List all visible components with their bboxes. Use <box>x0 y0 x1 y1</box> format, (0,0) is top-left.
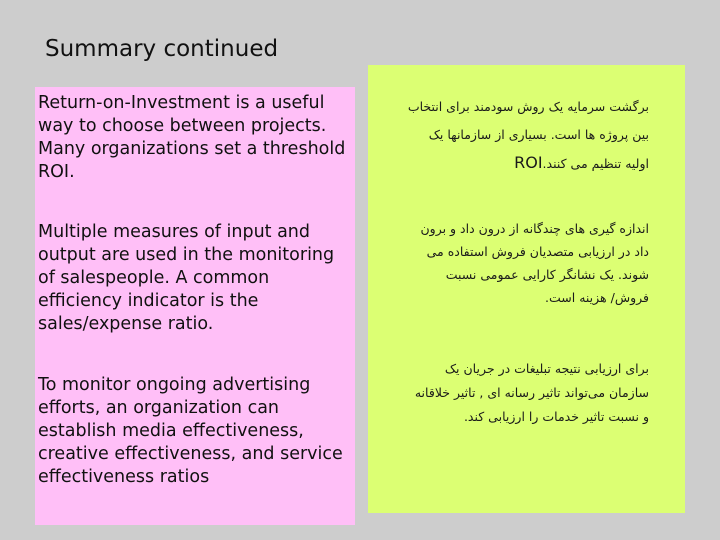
persian-line: شوند. یک نشانگر کارایی عمومی نسبت <box>445 267 649 282</box>
slide-title: Summary continued <box>45 36 279 62</box>
persian-line: و نسبت تاثیر خدمات را ارزیابی کند. <box>463 409 649 424</box>
english-paragraph-roi: Return-on-Investment is a useful way to choose between projects. Many organizations set a threshold ROI. <box>38 93 346 182</box>
persian-line: فروش/ هزینه است. <box>545 290 649 305</box>
persian-line: اندازه گیری های چندگانه از درون داد و برون <box>420 221 649 236</box>
english-paragraph-advertising: To monitor ongoing advertising efforts, an organization can establish media effectiveness, creative effectiveness, and service effectiveness ratios <box>38 375 343 487</box>
english-text-panel <box>35 87 355 525</box>
persian-line: داد در ارزیابی متصدیان فروش استفاده می <box>426 244 649 259</box>
roi-label: ROI <box>514 153 543 172</box>
persian-text-panel <box>368 65 685 513</box>
persian-paragraph-advertising <box>359 357 649 429</box>
persian-line: برگشت سرمایه یک روش سودمند برای انتخاب <box>407 99 649 114</box>
persian-line-with-roi <box>359 149 649 178</box>
persian-line: برای ارزیابی نتیجه تبلیغات در جریان یک <box>444 361 649 376</box>
persian-paragraph-roi <box>359 93 649 178</box>
persian-line: بین پروژه ها است. بسیاری از سازمانها یک <box>428 127 649 142</box>
english-paragraph-salespeople: Multiple measures of input and output are used in the monitoring of salespeople. A common efficiency indicator is the sales/expense ratio. <box>38 222 335 334</box>
persian-line: سازمان می‌تواند تاثیر رسانه ای , تاثیر خلاقانه <box>414 385 649 400</box>
persian-line: اولیه تنظیم می کنند. <box>542 156 649 171</box>
persian-paragraph-salespeople <box>359 217 649 309</box>
